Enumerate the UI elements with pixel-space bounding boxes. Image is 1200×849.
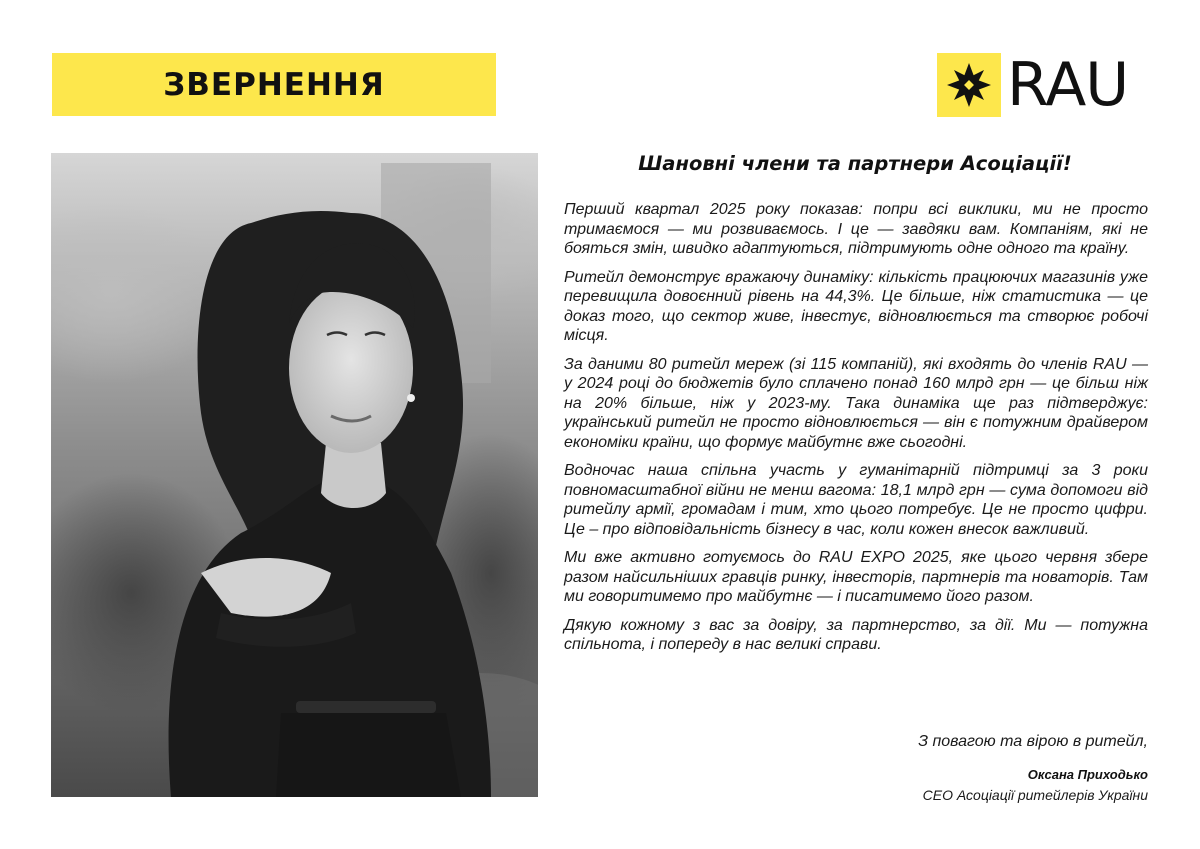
letter-paragraph: Водночас наша спільна участь у гуманітарній підтримці за 3 роки повномасштабної війни не менш вагома: 18,1 млрд грн — сума допомоги від ритейлу армії, громадам і тим, хто цього потребує. Це не просто цифри. Це – про відповідальність бізнесу в час, коли кожен внесок важливий. [564, 462, 1148, 538]
letter-closing: З повагою та вірою в ритейл, [918, 733, 1148, 750]
logo-wordmark: RAU [1007, 50, 1129, 120]
signature-name: Оксана Приходько [1027, 767, 1148, 782]
page-title: ЗВЕРНЕННЯ [163, 66, 385, 103]
letter-paragraph: Ритейл демонструє вражаючу динаміку: кількість працюючих магазинів уже перевищила довоєнний рівень на 44,3%. Це більше, ніж статистика — це доказ того, що сектор живе, інвестує, відновлюється та створює робочі місця. [564, 268, 1148, 344]
title-banner [52, 53, 496, 116]
signature-title: CEO Асоціації ритейлерів України [922, 787, 1148, 803]
letter-body [564, 200, 1148, 664]
star-ornament-icon [937, 53, 1001, 117]
portrait-photo [51, 153, 538, 797]
letter-paragraph: Перший квартал 2025 року показав: попри всі виклики, ми не просто тримаємося — ми розвиваємось. І це — завдяки вам. Компаніям, які не бояться змін, швидко адаптуються, підтримують одне одного та країну. [564, 201, 1148, 257]
letter-paragraph: За даними 80 ритейл мереж (зі 115 компаній), які входять до членів RAU — у 2024 році до бюджетів було сплачено понад 160 млрд грн — це більш ніж на 20% більше, ніж у 2023-му. Така динаміка ще раз підтверджує: український ритейл не просто відновлюється — він є потужним драйвером економіки країни, що формує майбутнє вже сьогодні. [564, 355, 1148, 451]
letter-paragraph: Дякую кожному з вас за довіру, за партнерство, за дії. Ми — потужна спільнота, і попереду в нас великі справи. [564, 616, 1148, 653]
rau-logo [937, 52, 1128, 118]
letter-greeting: Шановні члени та партнери Асоціації! [638, 152, 1072, 175]
letter-paragraph: Ми вже активно готуємось до RAU EXPO 2025, яке цього червня збере разом найсильніших гравців ринку, інвесторів, партнерів та новаторів. Там ми говоритимемо про майбутнє — і писатимемо його разом. [564, 549, 1148, 605]
